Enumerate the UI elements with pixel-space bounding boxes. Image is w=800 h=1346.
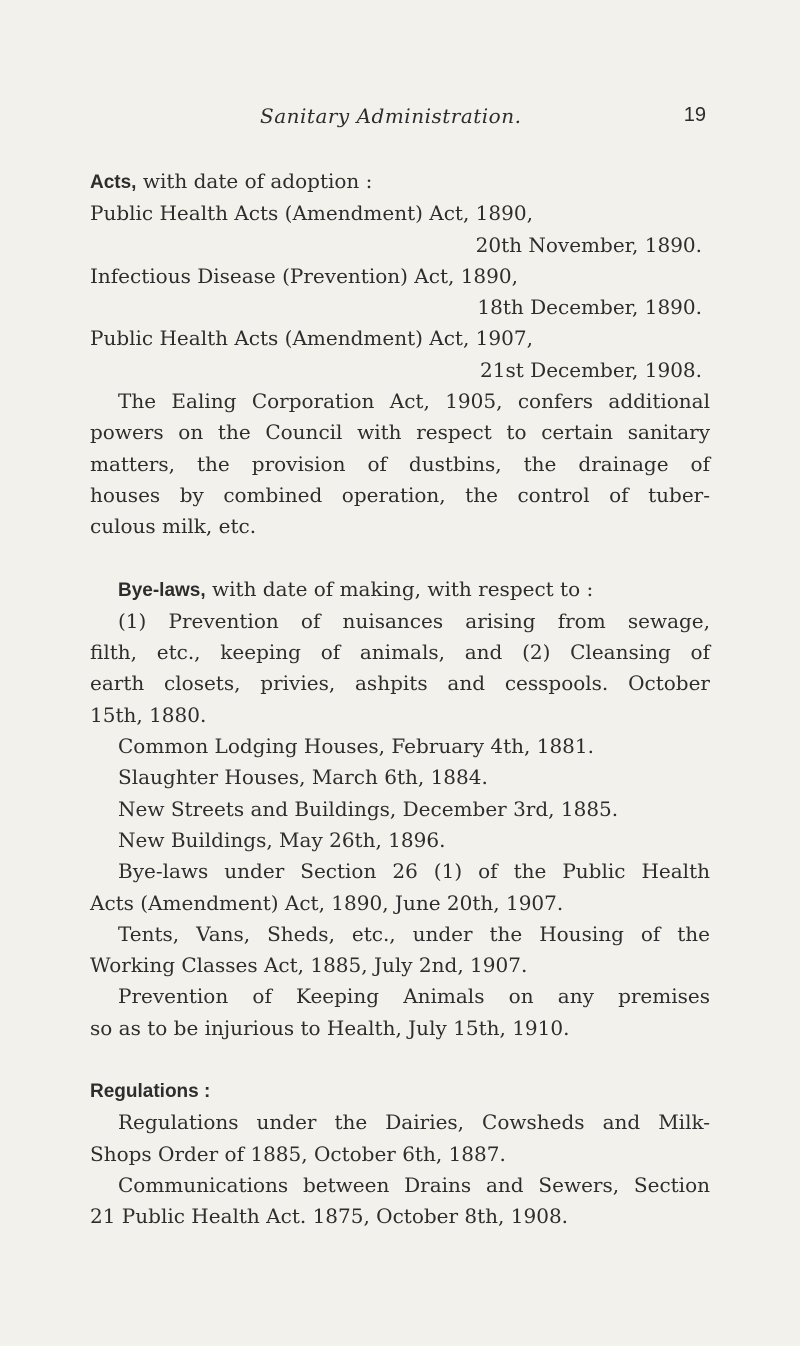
- acts-heading-rest: with date of adoption :: [136, 169, 373, 193]
- tents-paragraph: [90, 919, 710, 982]
- byelaw-new-buildings: New Buildings, May 26th, 1896.: [118, 827, 446, 852]
- page: [90, 104, 710, 1233]
- section-gap: [90, 543, 710, 574]
- byelaws-heading-rest: with date of making, with respect to :: [205, 576, 594, 601]
- acts-section: [90, 166, 710, 543]
- section26-paragraph: [90, 856, 710, 919]
- byelaw-slaughter-houses: Slaughter Houses, March 6th, 1884.: [118, 765, 488, 790]
- paragraph-line: The Ealing Corporation Act, 1905, confers additional: [118, 389, 710, 414]
- paragraph-line: filth, etc., keeping of animals, and (2) Cleansing of: [90, 640, 710, 665]
- byelaws-section: [90, 574, 710, 1044]
- regulations-heading: Regulations :: [90, 1081, 211, 1103]
- paragraph-line: Acts (Amendment) Act, 1890, June 20th, 1907.: [90, 890, 564, 915]
- dairies-paragraph: [90, 1107, 710, 1170]
- regulations-heading-line: [90, 1075, 710, 1107]
- running-title: Sanitary Administration.: [260, 104, 522, 128]
- paragraph-line: Shops Order of 1885, October 6th, 1887.: [90, 1141, 506, 1166]
- paragraph-line: Working Classes Act, 1885, July 2nd, 1907.: [90, 953, 528, 978]
- acts-heading-line: [90, 166, 710, 198]
- ealing-paragraph: [90, 386, 710, 542]
- paragraph-line: culous milk, etc.: [90, 514, 257, 539]
- paragraph-line: 21 Public Health Act. 1875, October 8th, 1908.: [90, 1204, 569, 1229]
- animals-paragraph: [90, 981, 710, 1044]
- act-name: Public Health Acts (Amendment) Act, 1890,: [90, 201, 533, 226]
- acts-heading: Acts,: [90, 172, 137, 193]
- running-header: [90, 104, 710, 135]
- paragraph-line: powers on the Council with respect to certain sanitary: [90, 420, 710, 445]
- paragraph-line: Communications between Drains and Sewers, Section: [118, 1172, 710, 1197]
- nuisances-paragraph: [90, 606, 710, 731]
- paragraph-line: houses by combined operation, the control of tuber-: [90, 482, 710, 507]
- page-number: 19: [683, 104, 706, 126]
- regulations-section: [90, 1075, 710, 1232]
- paragraph-line: Prevention of Keeping Animals on any premises: [118, 984, 710, 1009]
- byelaws-heading-line: [90, 574, 710, 606]
- act-date: 21st December, 1908.: [480, 357, 702, 382]
- paragraph-line: earth closets, privies, ashpits and cesspools. October: [90, 671, 710, 696]
- section-gap: [90, 1044, 710, 1075]
- byelaw-common-lodging: Common Lodging Houses, February 4th, 1881.: [118, 734, 594, 759]
- paragraph-line: Tents, Vans, Sheds, etc., under the Housing of the: [118, 921, 710, 946]
- paragraph-line: (1) Prevention of nuisances arising from sewage,: [118, 608, 710, 633]
- paragraph-line: Bye-laws under Section 26 (1) of the Public Health: [118, 859, 710, 884]
- paragraph-line: matters, the provision of dustbins, the drainage of: [90, 451, 710, 476]
- byelaw-new-streets: New Streets and Buildings, December 3rd, 1885.: [118, 796, 619, 821]
- byelaws-heading: Bye-laws,: [118, 579, 206, 601]
- act-name: Infectious Disease (Prevention) Act, 1890,: [90, 263, 518, 288]
- act-name: Public Health Acts (Amendment) Act, 1907,: [90, 326, 533, 351]
- paragraph-line: so as to be injurious to Health, July 15th, 1910.: [90, 1015, 570, 1040]
- drains-paragraph: [90, 1170, 710, 1233]
- act-date: 18th December, 1890.: [477, 295, 702, 320]
- act-date: 20th November, 1890.: [475, 232, 702, 257]
- paragraph-line: 15th, 1880.: [90, 702, 207, 727]
- paragraph-line: Regulations under the Dairies, Cowsheds and Milk-: [118, 1110, 710, 1135]
